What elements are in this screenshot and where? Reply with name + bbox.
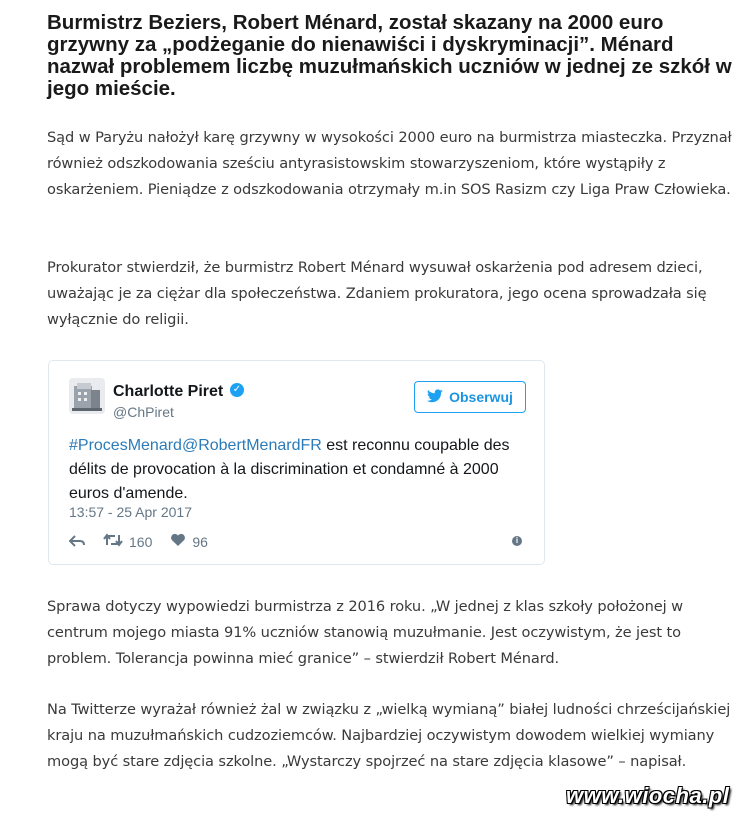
retweet-button[interactable]	[103, 533, 152, 550]
article-headline: Burmistrz Beziers, Robert Ménard, został skazany na 2000 euro grzywny za „podżeganie do nienawiści i dyskryminacji”. Ménard nazwał problemem liczbę muzułmańskich uczniów w jednej ze szkół w jego mieście.	[47, 11, 732, 100]
article-paragraph-4: Na Twitterze wyrażał również żal w związku z „wielką wymianą” białej ludności chrześcijańskiej kraju na muzułmańskich cudzoziemców. Najbardziej oczywistym dowodem wielkiej wymiany mogą być stare zdjęcia szkolne. „Wystarczy spojrzeć na stare zdjęcia klasowe” – napisał.	[47, 701, 731, 770]
follow-button-label: Obserwuj	[449, 389, 513, 405]
article-paragraph-3: Sprawa dotyczy wypowiedzi burmistrza z 2016 roku. „W jednej z klas szkoły położonej w centrum mojego miasta 91% uczniów stanowią muzułmanie. Jest oczywistym, że jest to problem. Tolerancja powinna mieć granice” – stwierdził Robert Ménard.	[47, 598, 683, 667]
verified-badge-icon: ✓	[230, 383, 244, 397]
heart-icon	[170, 533, 186, 550]
tweet-author-avatar[interactable]	[69, 378, 105, 414]
tweet-author-handle[interactable]: @ChPiret	[113, 404, 174, 420]
reply-button[interactable]	[69, 534, 85, 550]
article-paragraph-1: Sąd w Paryżu nałożył karę grzywny w wysokości 2000 euro na burmistrza miasteczka. Przyznał również odszkodowania sześciu antyrasistowskim stowarzyszeniom, które wystąpiły z oskarżeniem. Pieniądze z odszkodowania otrzymały m.in SOS Rasizm czy Liga Praw Człowieka.	[47, 129, 732, 198]
retweet-icon	[103, 533, 123, 550]
site-watermark: www.wiocha.pl	[566, 783, 730, 808]
embedded-tweet	[48, 360, 545, 565]
info-icon[interactable]: i	[512, 536, 522, 546]
tweet-text-body: est reconnu coupable des délits de provocation à la discrimination et condamné à 2000 euros d'amende.	[69, 437, 510, 502]
like-count: 96	[192, 533, 208, 550]
tweet-actions	[69, 533, 226, 550]
tweet-timestamp[interactable]: 13:57 - 25 Apr 2017	[69, 504, 192, 520]
like-button[interactable]	[170, 533, 208, 550]
retweet-count: 160	[129, 533, 153, 550]
article-paragraph-2: Prokurator stwierdził, że burmistrz Robert Ménard wysuwał oskarżenia pod adresem dzieci, uważając je za ciężar dla społeczeństwa. Zdaniem prokuratora, jego ocena sprowadzała się wyłącznie do religii.	[47, 259, 707, 328]
twitter-bird-icon	[427, 389, 443, 406]
tweet-hashtag-mention-link[interactable]: #ProcesMenard@RobertMenardFR	[69, 437, 322, 454]
tweet-text	[69, 434, 519, 506]
tweet-author-name[interactable]: Charlotte Piret	[113, 383, 224, 400]
follow-button[interactable]	[414, 381, 526, 413]
reply-icon	[69, 534, 85, 550]
